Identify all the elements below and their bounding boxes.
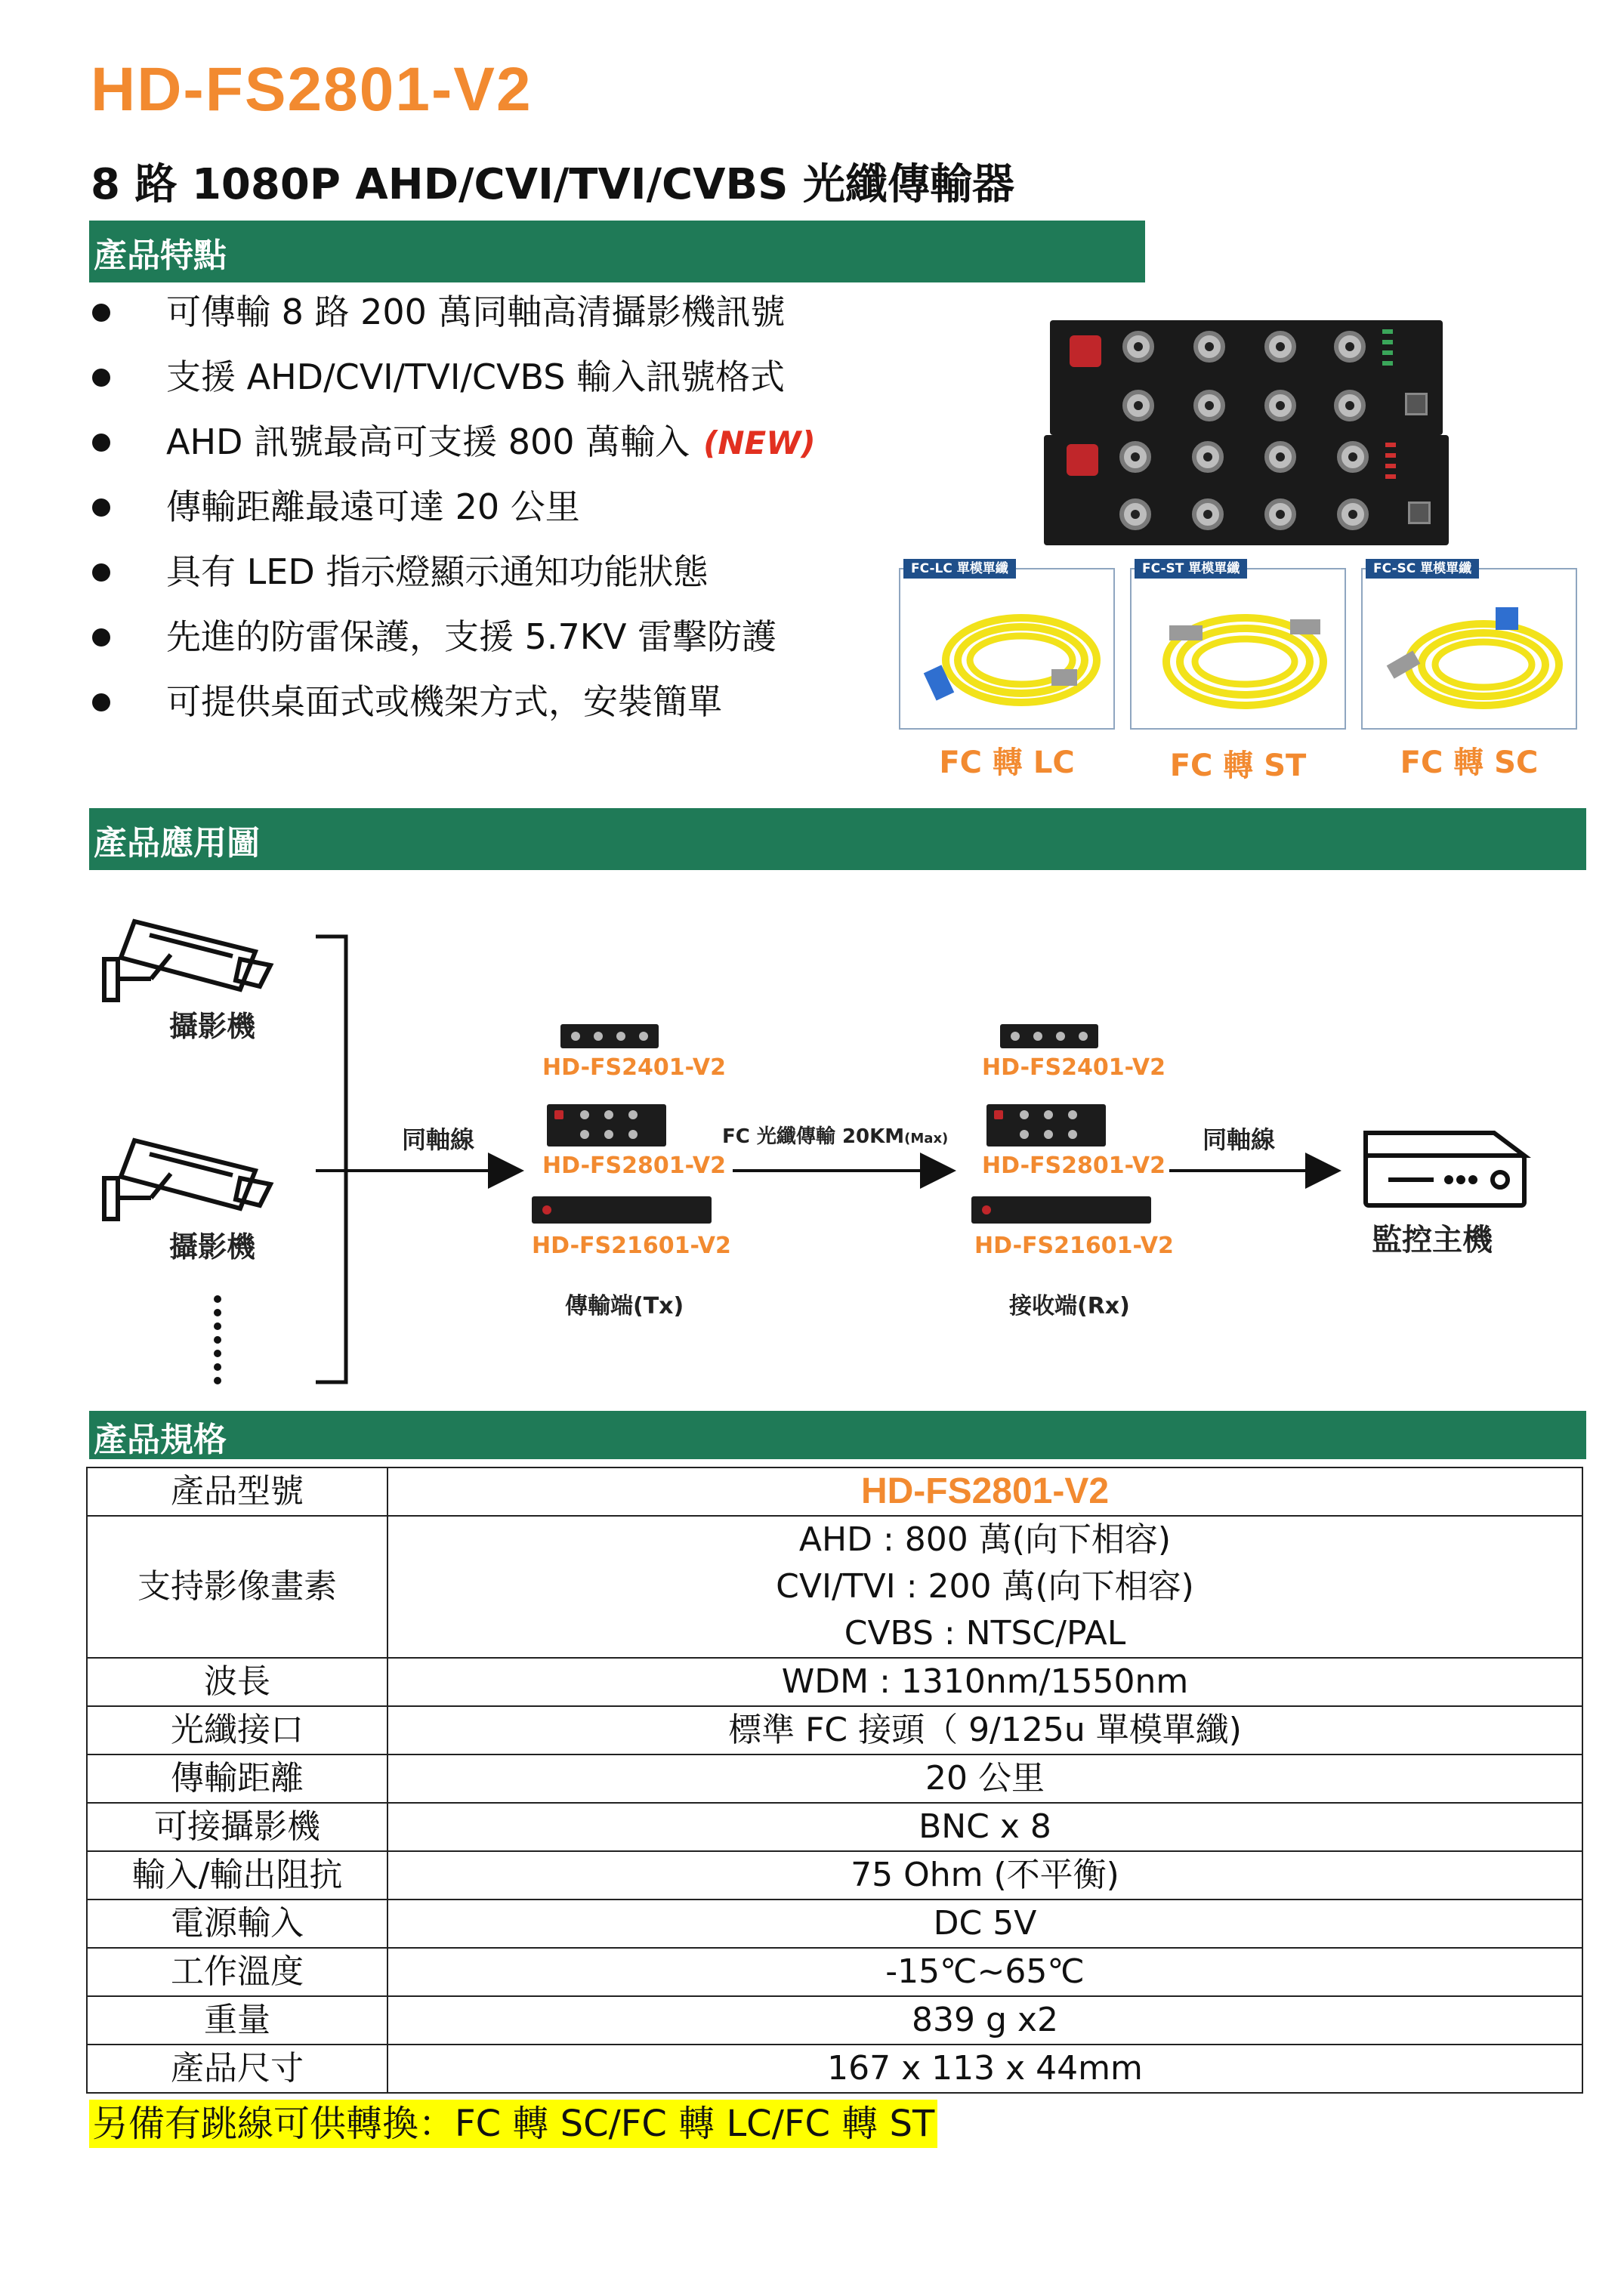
dvr-icon <box>1366 1133 1524 1205</box>
feature-list <box>91 290 891 745</box>
feature-text: 先進的防雷保護，支援 5.7KV 雷擊防護 <box>166 616 777 657</box>
feature-text: 可提供桌面式或機架方式，安裝簡單 <box>166 681 722 722</box>
spec-label: 可接攝影機 <box>87 1803 387 1851</box>
product-photo-device-bottom <box>1044 435 1449 545</box>
tx-model-label: HD-FS21601-V2 <box>532 1233 731 1259</box>
feature-text: AHD 訊號最高可支援 800 萬輸入 <box>166 421 690 462</box>
camera-label: 攝影機 <box>169 1230 256 1264</box>
product-subtitle: 8 路 1080P AHD/CVI/TVI/CVBS 光纖傳輸器 <box>91 160 1015 209</box>
new-badge: (NEW) <box>703 424 816 461</box>
spec-label: 輸入/輸出阻抗 <box>87 1851 387 1900</box>
bullet-icon <box>92 628 110 647</box>
rx-device-4ch <box>1000 1024 1098 1048</box>
spec-value: 167 x 113 x 44mm <box>387 2045 1582 2093</box>
spec-label: 光纖接口 <box>87 1706 387 1754</box>
coax-label-out: 同軸線 <box>1203 1125 1276 1154</box>
feature-item <box>91 355 891 420</box>
model-title: HD-FS2801-V2 <box>91 55 533 124</box>
rx-model-label: HD-FS21601-V2 <box>974 1233 1174 1259</box>
rx-device-8ch <box>986 1104 1106 1146</box>
spec-value: DC 5V <box>387 1900 1582 1948</box>
cable-tag: FC-LC 單模單纖 <box>903 559 1016 579</box>
feature-text: 支援 AHD/CVI/TVI/CVBS 輸入訊號格式 <box>166 356 786 397</box>
cable-label-st: FC 轉 ST <box>1169 748 1307 783</box>
fiber-label-text: FC 光纖傳輸 20KM <box>722 1125 905 1148</box>
spec-value-line: CVI/TVI : 200 萬(向下相容) <box>776 1567 1194 1606</box>
table-row <box>87 1754 1582 1803</box>
more-cameras-dots-icon <box>214 1295 221 1384</box>
table-row <box>87 1706 1582 1754</box>
feature-item <box>91 420 891 485</box>
spec-section-title: 產品規格 <box>94 1421 227 1459</box>
spec-section-bar <box>89 1411 1586 1459</box>
feature-item <box>91 615 891 680</box>
fiber-cable-icon <box>1370 589 1571 725</box>
application-section-title: 產品應用圖 <box>94 824 260 863</box>
feature-text: 傳輸距離最遠可達 20 公里 <box>166 486 580 527</box>
bullet-icon <box>92 693 110 711</box>
feature-text: 具有 LED 指示燈顯示通知功能狀態 <box>166 551 709 592</box>
cable-picture-st <box>1130 561 1346 730</box>
tx-model-label: HD-FS2401-V2 <box>542 1054 726 1081</box>
rx-device-16ch <box>971 1196 1151 1224</box>
bullet-icon <box>92 498 110 517</box>
fiber-cable-icon <box>1139 589 1340 725</box>
spec-label: 波長 <box>87 1658 387 1706</box>
feature-text: 可傳輸 8 路 200 萬同軸高清攝影機訊號 <box>166 292 786 332</box>
cable-picture-sc <box>1361 561 1577 730</box>
table-row <box>87 1948 1582 1996</box>
cable-tag: FC-ST 單模單纖 <box>1135 559 1247 579</box>
spec-value-line: CVBS : NTSC/PAL <box>844 1614 1126 1653</box>
table-row <box>87 1803 1582 1851</box>
spec-value: 75 Ohm (不平衡) <box>387 1851 1582 1900</box>
spec-value-resolution <box>387 1516 1582 1658</box>
tx-device-4ch <box>560 1024 659 1048</box>
spec-label: 重量 <box>87 1996 387 2045</box>
fiber-cable-icon <box>908 589 1109 725</box>
spec-value: 839 g x2 <box>387 1996 1582 2045</box>
spec-value-line: AHD : 800 萬(向下相容) <box>798 1520 1172 1559</box>
spec-label: 電源輸入 <box>87 1900 387 1948</box>
camera-icon <box>104 921 270 1000</box>
spec-table <box>86 1467 1583 2094</box>
camera-label: 攝影機 <box>169 1010 256 1043</box>
feature-item <box>91 290 891 355</box>
table-row <box>87 1467 1582 1516</box>
spec-value: -15℃~65℃ <box>387 1948 1582 1996</box>
cable-label-sc: FC 轉 SC <box>1400 745 1539 780</box>
tx-device-8ch <box>547 1104 666 1146</box>
table-row <box>87 1658 1582 1706</box>
spec-label: 產品型號 <box>87 1467 387 1516</box>
tx-label: 傳輸端(Tx) <box>565 1293 684 1319</box>
spec-value: WDM : 1310nm/1550nm <box>387 1658 1582 1706</box>
application-section-bar <box>89 808 1586 870</box>
feature-item <box>91 550 891 615</box>
table-row <box>87 2045 1582 2093</box>
features-section-bar <box>89 221 1145 282</box>
spec-label: 產品尺寸 <box>87 2045 387 2093</box>
feature-item <box>91 680 891 745</box>
spec-value: 20 公里 <box>387 1754 1582 1803</box>
cable-label-lc: FC 轉 LC <box>939 745 1075 780</box>
coax-label-in: 同軸線 <box>402 1125 475 1154</box>
spec-label: 支持影像畫素 <box>87 1516 387 1658</box>
dvr-label: 監控主機 <box>1372 1223 1493 1258</box>
bullet-icon <box>92 434 110 452</box>
spec-label: 工作溫度 <box>87 1948 387 1996</box>
tx-model-label: HD-FS2801-V2 <box>542 1153 726 1179</box>
bullet-icon <box>92 304 110 322</box>
spec-value-model: HD-FS2801-V2 <box>387 1467 1582 1516</box>
spec-value: BNC x 8 <box>387 1803 1582 1851</box>
rx-model-label: HD-FS2801-V2 <box>982 1153 1166 1179</box>
feature-item <box>91 485 891 550</box>
spec-label: 傳輸距離 <box>87 1754 387 1803</box>
camera-bracket <box>316 937 346 1382</box>
cable-picture-lc <box>899 561 1115 730</box>
spec-value: 標準 FC 接頭（ 9/125u 單模單纖) <box>387 1706 1582 1754</box>
table-row <box>87 1851 1582 1900</box>
table-row <box>87 1516 1582 1658</box>
table-row <box>87 1996 1582 2045</box>
bullet-icon <box>92 369 110 387</box>
table-row <box>87 1900 1582 1948</box>
tx-device-16ch <box>532 1196 712 1224</box>
camera-icon <box>104 1140 270 1219</box>
features-section-title: 產品特點 <box>94 236 227 275</box>
rx-label: 接收端(Rx) <box>1009 1293 1130 1319</box>
footer-note: 另備有跳線可供轉換：FC 轉 SC/FC 轉 LC/FC 轉 ST <box>89 2100 937 2148</box>
fiber-label <box>722 1121 948 1149</box>
bullet-icon <box>92 563 110 582</box>
product-photo-device-top <box>1050 320 1443 435</box>
rx-model-label: HD-FS2401-V2 <box>982 1054 1166 1081</box>
cable-tag: FC-SC 單模單纖 <box>1366 559 1479 579</box>
fiber-label-max: (Max) <box>904 1131 949 1146</box>
